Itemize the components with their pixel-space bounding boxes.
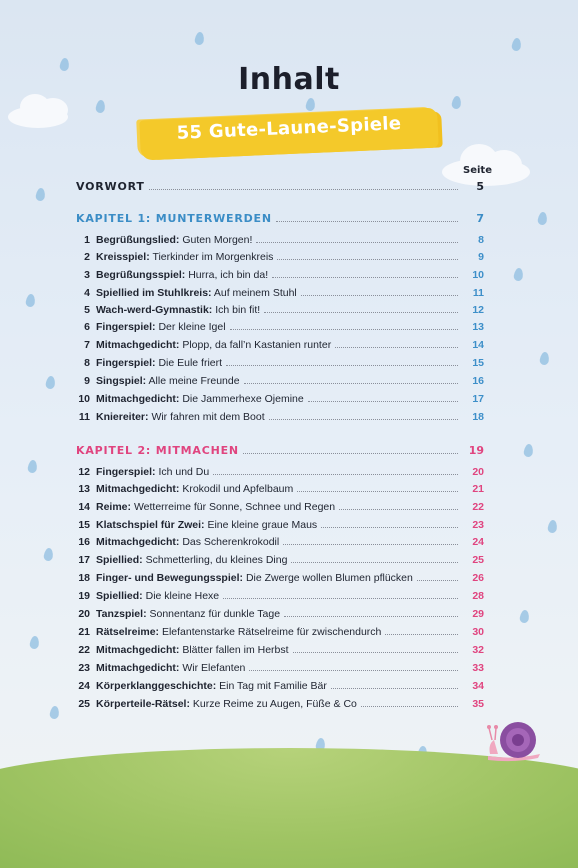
entry-number: 1 (84, 234, 90, 246)
entry-label (96, 251, 273, 263)
entry-type: Begrüßungslied: (96, 234, 180, 246)
entry-title: Ich bin fit! (215, 304, 261, 316)
entry-number: 4 (84, 287, 90, 299)
chapter-heading-2[interactable] (76, 444, 484, 461)
entry-title: Die Eule friert (158, 357, 223, 369)
entry-page: 32 (472, 644, 484, 656)
entry-type: Mitmachgedicht: (96, 483, 180, 495)
leader-dots (339, 500, 458, 510)
leader-dots (264, 303, 458, 313)
entry-type: Begrüßungsspiel: (96, 269, 186, 281)
entry-label (96, 393, 304, 405)
leader-dots (149, 180, 458, 190)
entry-type: Mitmachgedicht: (96, 393, 180, 405)
entry-number: 7 (84, 339, 90, 351)
entry-type: Finger- und Bewegungsspiel: (96, 572, 244, 584)
entry-type: Mitmachgedicht: (96, 536, 180, 548)
chapter-page: 19 (468, 444, 484, 457)
entry-page: 23 (472, 519, 484, 531)
toc-entry[interactable] (76, 625, 484, 642)
leader-dots (244, 374, 458, 384)
entry-page: 34 (472, 680, 484, 692)
toc-entry[interactable] (76, 465, 484, 482)
entry-title: Ein Tag mit Familie Bär (219, 680, 327, 692)
leader-dots (308, 392, 458, 402)
entry-title: Alle meine Freunde (148, 375, 240, 387)
leader-dots (293, 643, 458, 653)
entry-page: 28 (472, 590, 484, 602)
entry-title: Wir fahren mit dem Boot (151, 411, 265, 423)
entry-title: Ich und Du (158, 466, 210, 478)
entry-type: Klatschspiel für Zwei: (96, 519, 205, 531)
leader-dots (284, 607, 458, 617)
toc-entry[interactable] (76, 392, 484, 409)
entry-page: 21 (472, 483, 484, 495)
entry-page: 16 (472, 375, 484, 387)
entry-label (96, 466, 209, 478)
entry-title: Elefantenstarke Rätselreime für zwischendurch (161, 626, 382, 638)
toc-entry[interactable] (76, 233, 484, 250)
entry-label (96, 554, 287, 566)
entry-label (96, 519, 317, 531)
toc-entry[interactable] (76, 607, 484, 624)
entry-number: 15 (78, 519, 90, 531)
entry-label (96, 321, 226, 333)
entry-page: 12 (472, 304, 484, 316)
entry-page: 20 (472, 466, 484, 478)
entry-title: Plopp, da fall’n Kastanien runter (182, 339, 332, 351)
entry-page: 11 (472, 287, 484, 299)
entry-type: Fingerspiel: (96, 357, 156, 369)
leader-dots (301, 286, 458, 296)
toc-entry[interactable] (76, 553, 484, 570)
entry-number: 6 (84, 321, 90, 333)
entry-number: 25 (78, 698, 90, 710)
leader-dots (269, 410, 458, 420)
entry-title: Sonnentanz für dunkle Tage (149, 608, 281, 620)
chapter-page: 7 (476, 212, 484, 225)
leader-dots (213, 465, 458, 475)
entry-number: 16 (78, 536, 90, 548)
entry-label (96, 339, 331, 351)
entry-page: 14 (472, 339, 484, 351)
entry-label (96, 375, 240, 387)
leader-dots (331, 679, 458, 689)
toc-entry[interactable] (76, 535, 484, 552)
entry-number: 19 (78, 590, 90, 602)
entry-number: 9 (84, 375, 90, 387)
entry-number: 13 (78, 483, 90, 495)
entry-number: 21 (78, 626, 90, 638)
entry-type: Kniereiter: (96, 411, 149, 423)
entry-label (96, 662, 245, 674)
entry-number: 3 (84, 269, 90, 281)
toc-entry[interactable] (76, 356, 484, 373)
leader-dots (249, 661, 458, 671)
entry-number: 5 (84, 304, 90, 316)
entry-title: Guten Morgen! (182, 234, 253, 246)
entry-number: 14 (78, 501, 90, 513)
entry-number: 10 (78, 393, 90, 405)
entry-number: 12 (78, 466, 90, 478)
leader-dots (321, 518, 458, 528)
entry-type: Körperklanggeschichte: (96, 680, 217, 692)
leader-dots (243, 444, 458, 454)
entry-label (96, 644, 289, 656)
toc-label: VORWORT (76, 180, 145, 193)
entry-title: Wir Elefanten (182, 662, 246, 674)
entry-label (96, 608, 280, 620)
entry-label (96, 234, 252, 246)
entry-title: Schmetterling, du kleines Ding (145, 554, 288, 566)
entry-label (96, 269, 268, 281)
toc-entry[interactable] (76, 320, 484, 337)
entry-title: Hurra, ich bin da! (188, 269, 269, 281)
toc-entry[interactable] (76, 661, 484, 678)
chapter-title: KAPITEL 2: MITMACHEN (76, 444, 239, 457)
snail-icon (484, 710, 544, 762)
entry-page: 22 (472, 501, 484, 513)
entry-type: Spiellied: (96, 590, 143, 602)
entry-type: Fingerspiel: (96, 321, 156, 333)
entry-number: 18 (78, 572, 90, 584)
entry-type: Rätselreime: (96, 626, 160, 638)
entry-page: 30 (472, 626, 484, 638)
entry-title: Kurze Reime zu Augen, Füße & Co (192, 698, 357, 710)
toc-entry[interactable] (76, 410, 484, 427)
entry-page: 33 (472, 662, 484, 674)
entry-type: Singspiel: (96, 375, 147, 387)
entry-page: 15 (472, 357, 484, 369)
leader-dots (256, 233, 458, 243)
toc-page: 5 (476, 180, 484, 193)
entry-type: Reime: (96, 501, 132, 513)
entry-page: 17 (472, 393, 484, 405)
entry-title: Das Scherenkrokodil (182, 536, 280, 548)
leader-dots (417, 571, 458, 581)
toc-entry[interactable] (76, 518, 484, 535)
entry-label (96, 698, 357, 710)
leader-dots (272, 268, 458, 278)
entry-label (96, 483, 293, 495)
entry-type: Mitmachgedicht: (96, 662, 180, 674)
entry-title: Krokodil und Apfelbaum (182, 483, 294, 495)
entry-title: Wetterreime für Sonne, Schnee und Regen (133, 501, 336, 513)
entry-type: Fingerspiel: (96, 466, 156, 478)
toc-entry[interactable] (76, 500, 484, 517)
toc-entry[interactable] (76, 643, 484, 660)
leader-dots (361, 697, 458, 707)
leader-dots (335, 338, 458, 348)
toc-entry[interactable] (76, 268, 484, 285)
entry-title: Blätter fallen im Herbst (182, 644, 289, 656)
entry-label (96, 304, 260, 316)
entry-label (96, 287, 297, 299)
entry-title: Die Jammerhexe Ojemine (182, 393, 304, 405)
leader-dots (283, 535, 458, 545)
entry-number: 2 (84, 251, 90, 263)
toc-entry[interactable] (76, 374, 484, 391)
leader-dots (226, 356, 458, 366)
entry-label (96, 501, 335, 513)
entry-page: 13 (472, 321, 484, 333)
entry-page: 25 (472, 554, 484, 566)
grass-hill (0, 748, 578, 868)
page-title: Inhalt (238, 62, 340, 97)
entry-label (96, 411, 265, 423)
entry-type: Kreisspiel: (96, 251, 150, 263)
entry-title: Die kleine Hexe (145, 590, 220, 602)
entry-type: Körperteile-Rätsel: (96, 698, 190, 710)
entry-page: 26 (472, 572, 484, 584)
entry-page: 18 (472, 411, 484, 423)
entry-label (96, 626, 381, 638)
leader-dots (230, 320, 458, 330)
toc-entry[interactable] (76, 286, 484, 303)
entry-type: Wach-werd-Gymnastik: (96, 304, 213, 316)
leader-dots (276, 212, 458, 222)
entry-title: Die Zwerge wollen Blumen pflücken (245, 572, 413, 584)
entry-number: 11 (78, 411, 90, 423)
chapter-heading-1[interactable] (76, 212, 484, 229)
leader-dots (291, 553, 458, 563)
entry-title: Der kleine Igel (158, 321, 226, 333)
page-column-label: Seite (463, 165, 492, 176)
toc-entry[interactable] (76, 250, 484, 267)
entry-type: Mitmachgedicht: (96, 644, 180, 656)
entry-type: Mitmachgedicht: (96, 339, 180, 351)
leader-dots (277, 250, 458, 260)
entry-label (96, 357, 222, 369)
entry-page: 9 (478, 251, 484, 263)
toc-entry[interactable] (76, 571, 484, 588)
entry-page: 35 (472, 698, 484, 710)
entry-page: 24 (472, 536, 484, 548)
entry-type: Spiellied im Stuhlkreis: (96, 287, 212, 299)
entry-label (96, 572, 413, 584)
toc-entry[interactable] (76, 679, 484, 696)
entry-page: 8 (478, 234, 484, 246)
chapter-title: KAPITEL 1: MUNTERWERDEN (76, 212, 272, 225)
entry-title: Tierkinder im Morgenkreis (152, 251, 274, 263)
entry-page: 10 (472, 269, 484, 281)
entry-label (96, 536, 279, 548)
entry-number: 8 (84, 357, 90, 369)
toc-entry[interactable] (76, 482, 484, 499)
entry-number: 17 (78, 554, 90, 566)
toc-entry[interactable] (76, 697, 484, 714)
toc-entry-vorwort[interactable] (76, 180, 484, 197)
toc-entry[interactable] (76, 303, 484, 320)
entry-number: 22 (78, 644, 90, 656)
entry-title: Eine kleine graue Maus (207, 519, 318, 531)
entry-type: Tanzspiel: (96, 608, 147, 620)
entry-label (96, 680, 327, 692)
leader-dots (223, 589, 458, 599)
leader-dots (297, 482, 458, 492)
entry-number: 23 (78, 662, 90, 674)
leader-dots (385, 625, 458, 635)
entry-number: 20 (78, 608, 90, 620)
entry-title: Auf meinem Stuhl (213, 287, 297, 299)
entry-number: 24 (78, 680, 90, 692)
entry-label (96, 590, 219, 602)
entry-page: 29 (472, 608, 484, 620)
subtitle: 55 Gute-Laune-Spiele (176, 113, 402, 144)
toc-entry[interactable] (76, 338, 484, 355)
entry-type: Spiellied: (96, 554, 143, 566)
toc-entry[interactable] (76, 589, 484, 606)
